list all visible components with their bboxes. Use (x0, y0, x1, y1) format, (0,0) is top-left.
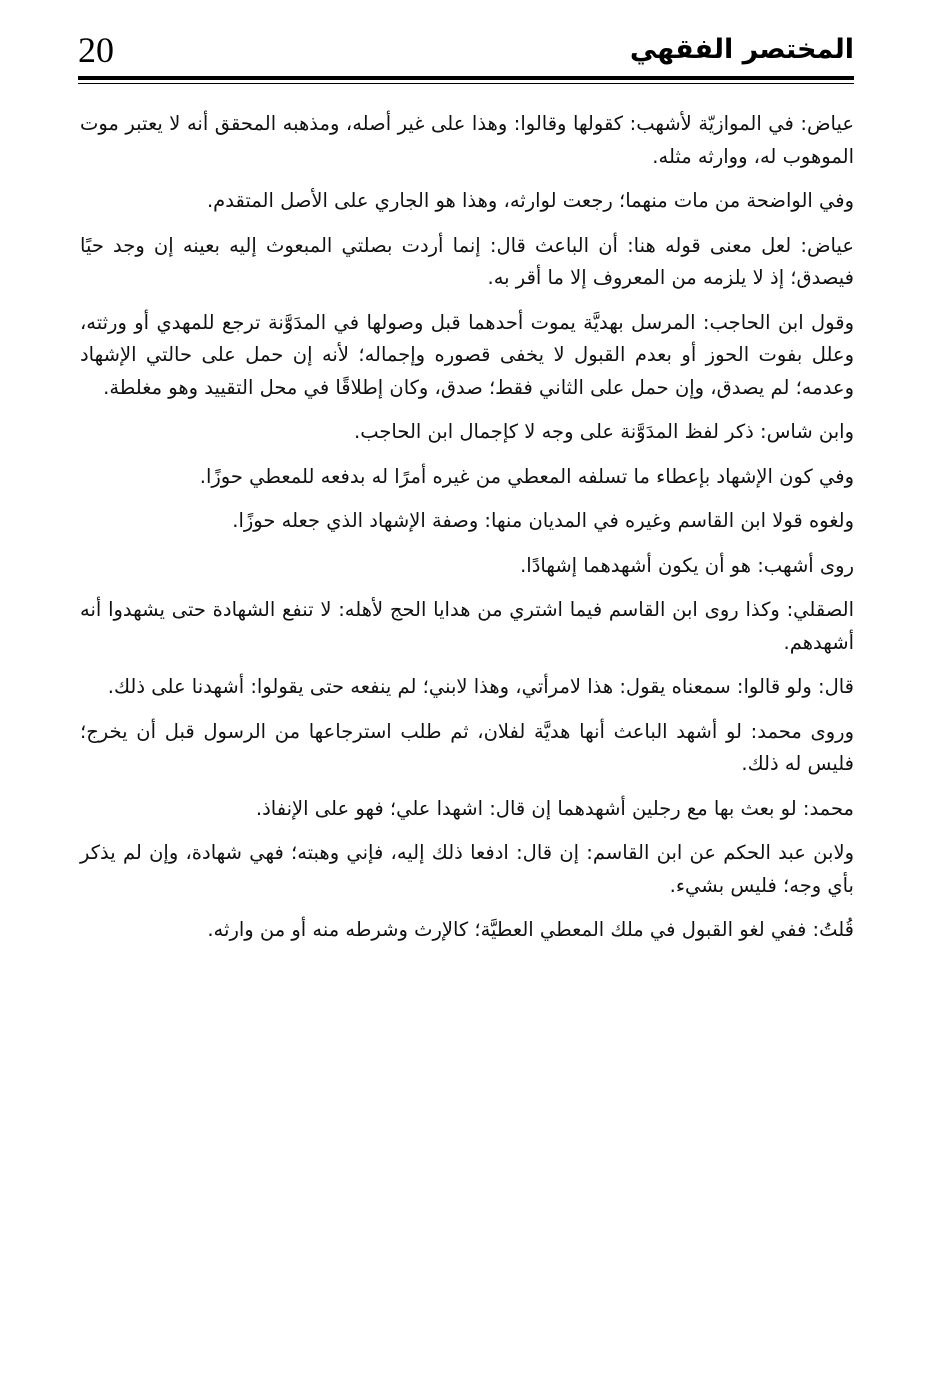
paragraph: قُلتُ: ففي لغو القبول في ملك المعطي العطيَّة؛ كالإرث وشرطه منه أو من وارثه. (207, 918, 854, 941)
paragraph: وروى محمد: لو أشهد الباعث أنها هديَّة لفلان، ثم طلب استرجاعها من الرسول قبل أن يخرج؛ فليس له ذلك. (80, 719, 854, 775)
page-number: 20 (78, 30, 114, 70)
paragraph: روى أشهب: هو أن يكون أشهدهما إشهادًا. (520, 553, 854, 577)
paragraph: ولابن عبد الحكم عن ابن القاسم: إن قال: ادفعا ذلك إليه، فإني وهبته؛ فهي شهادة، وإن لم يذكر بأي وجه؛ فليس بشيء. (80, 841, 854, 897)
paragraph: وفي كون الإشهاد بإعطاء ما تسلفه المعطي من غيره أمرًا له بدفعه للمعطي حوزًا. (199, 464, 854, 488)
header-rule-thin (78, 83, 854, 84)
paragraph: ولغوه قولا ابن القاسم وغيره في المديان منها: وصفة الإشهاد الذي جعله حوزًا. (232, 509, 854, 532)
paragraph: وابن شاس: ذكر لفظ المدَوَّنة على وجه لا كإجمال ابن الحاجب. (354, 420, 854, 443)
body-text (80, 108, 854, 959)
page-header (78, 28, 854, 80)
paragraph: عياض: في الموازيّة لأشهب: كقولها وقالوا: وهذا على غير أصله، ومذهبه المحقق أنه لا يعتبر موت الموهوب له، ووارثه مثله. (80, 112, 854, 168)
paragraph: الصقلي: وكذا روى ابن القاسم فيما اشتري من هدايا الحج لأهله: لا تنفع الشهادة حتى يشهدوا أنه أشهدهم. (80, 598, 854, 654)
paragraph: وقول ابن الحاجب: المرسل بهديَّة يموت أحدهما قبل وصولها في المدَوَّنة ترجع للمهدي أو ورثته، وعلل بفوت الحوز أو بعدم القبول لا يخفى قصوره وإجماله؛ لأنه إن حمل على حالتي الإشهاد وعدمه؛ لم يصدق، وإن حمل على الثاني فقط؛ صدق، وكان إطلاقًا في محل التقييد وهو مغلطة. (80, 310, 854, 399)
header-rule-thick (78, 76, 854, 80)
running-title: المختصر الفقهي (629, 34, 854, 65)
paragraph: محمد: لو بعث بها مع رجلين أشهدهما إن قال: اشهدا علي؛ فهو على الإنفاذ. (255, 796, 854, 820)
paragraph: وفي الواضحة من مات منهما؛ رجعت لوارثه، وهذا هو الجاري على الأصل المتقدم. (206, 189, 854, 212)
paragraph: عياض: لعل معنى قوله هنا: أن الباعث قال: إنما أردت بصلتي المبعوث إليه بعينه إن وجد حيًا فيصدق؛ إذ لا يلزمه من المعروف إلا ما أقر به. (80, 233, 854, 289)
paragraph: قال: ولو قالوا: سمعناه يقول: هذا لامرأتي، وهذا لابني؛ لم ينفعه حتى يقولوا: أشهدنا على ذلك. (107, 675, 854, 698)
